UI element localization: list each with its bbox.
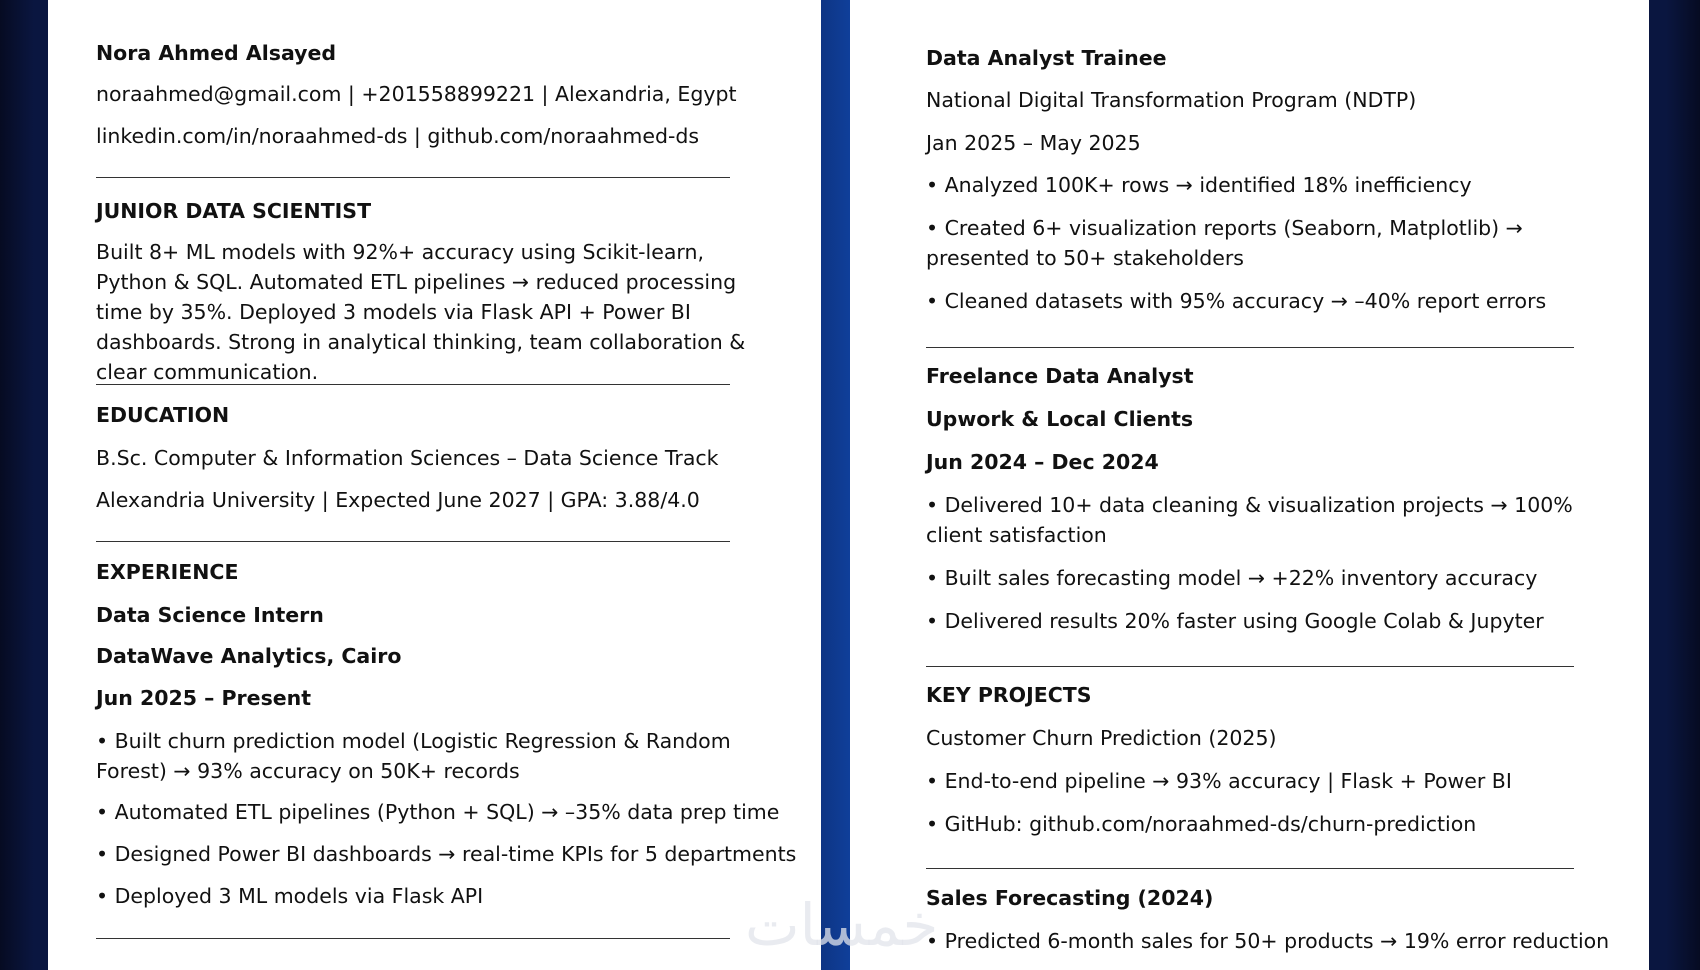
job-bullet: • Automated ETL pipelines (Python + SQL) → –35% data prep time — [96, 800, 780, 824]
education-heading: EDUCATION — [96, 403, 230, 427]
job-bullet: • Designed Power BI dashboards → real-time KPIs for 5 departments — [96, 842, 797, 866]
freelance-bullet: • Delivered results 20% faster using Google Colab & Jupyter — [926, 609, 1544, 633]
links-line: linkedin.com/in/noraahmed-ds | github.com/noraahmed-ds — [96, 124, 700, 148]
section-divider — [926, 868, 1574, 869]
freelance-title: Freelance Data Analyst — [926, 364, 1194, 388]
trainee-bullet: • Analyzed 100K+ rows → identified 18% inefficiency — [926, 173, 1472, 197]
project-title: Sales Forecasting (2024) — [926, 886, 1214, 910]
job-bullet: • Built churn prediction model (Logistic Regression & Random Forest) → 93% accuracy on 50K+ records — [96, 729, 731, 783]
freelance-org: Upwork & Local Clients — [926, 407, 1194, 431]
education-degree: B.Sc. Computer & Information Sciences – Data Science Track — [96, 446, 719, 470]
education-school: Alexandria University | Expected June 2027 | GPA: 3.88/4.0 — [96, 488, 700, 512]
project-bullet: • Predicted 6-month sales for 50+ products → 19% error reduction — [926, 929, 1610, 953]
trainee-dates: Jan 2025 – May 2025 — [926, 131, 1141, 155]
candidate-name: Nora Ahmed Alsayed — [96, 41, 337, 65]
trainee-org: National Digital Transformation Program (NDTP) — [926, 88, 1417, 112]
freelance-bullet: • Delivered 10+ data cleaning & visualization projects → 100% client satisfaction — [926, 493, 1573, 547]
resume-page-right — [850, 0, 1649, 970]
watermark-logo: خمسات — [745, 891, 939, 959]
summary-heading: JUNIOR DATA SCIENTIST — [96, 199, 372, 223]
section-divider — [96, 541, 730, 542]
experience-heading: EXPERIENCE — [96, 560, 239, 584]
trainee-bullet: • Cleaned datasets with 95% accuracy → –40% report errors — [926, 289, 1547, 313]
freelance-dates: Jun 2024 – Dec 2024 — [926, 450, 1159, 474]
resume-page-left — [48, 0, 821, 970]
project-bullet: • GitHub: github.com/noraahmed-ds/churn-prediction — [926, 812, 1477, 836]
job-title: Data Science Intern — [96, 603, 324, 627]
trainee-bullet: • Created 6+ visualization reports (Seaborn, Matplotlib) → presented to 50+ stakeholders — [926, 216, 1523, 270]
job-company: DataWave Analytics, Cairo — [96, 644, 402, 668]
project-bullet: • End-to-end pipeline → 93% accuracy | Flask + Power BI — [926, 769, 1512, 793]
summary-text: Built 8+ ML models with 92%+ accuracy using Scikit-learn, Python & SQL. Automated ETL pipelines → reduced processing time by 35%. Deployed 3 models via Flask API + Power BI dashboards. Strong in analytical thinking, team collaboration & clear communication. — [96, 240, 746, 384]
job-bullet: • Deployed 3 ML models via Flask API — [96, 884, 484, 908]
section-divider — [926, 666, 1574, 667]
projects-heading: KEY PROJECTS — [926, 683, 1092, 707]
freelance-bullet: • Built sales forecasting model → +22% inventory accuracy — [926, 566, 1538, 590]
trainee-title: Data Analyst Trainee — [926, 46, 1167, 70]
project-title: Customer Churn Prediction (2025) — [926, 726, 1277, 750]
section-divider — [96, 938, 730, 939]
section-divider — [96, 384, 730, 385]
job-dates: Jun 2025 – Present — [96, 686, 312, 710]
section-divider — [96, 177, 730, 178]
section-divider — [926, 347, 1574, 348]
contact-line: noraahmed@gmail.com | +201558899221 | Alexandria, Egypt — [96, 82, 737, 106]
